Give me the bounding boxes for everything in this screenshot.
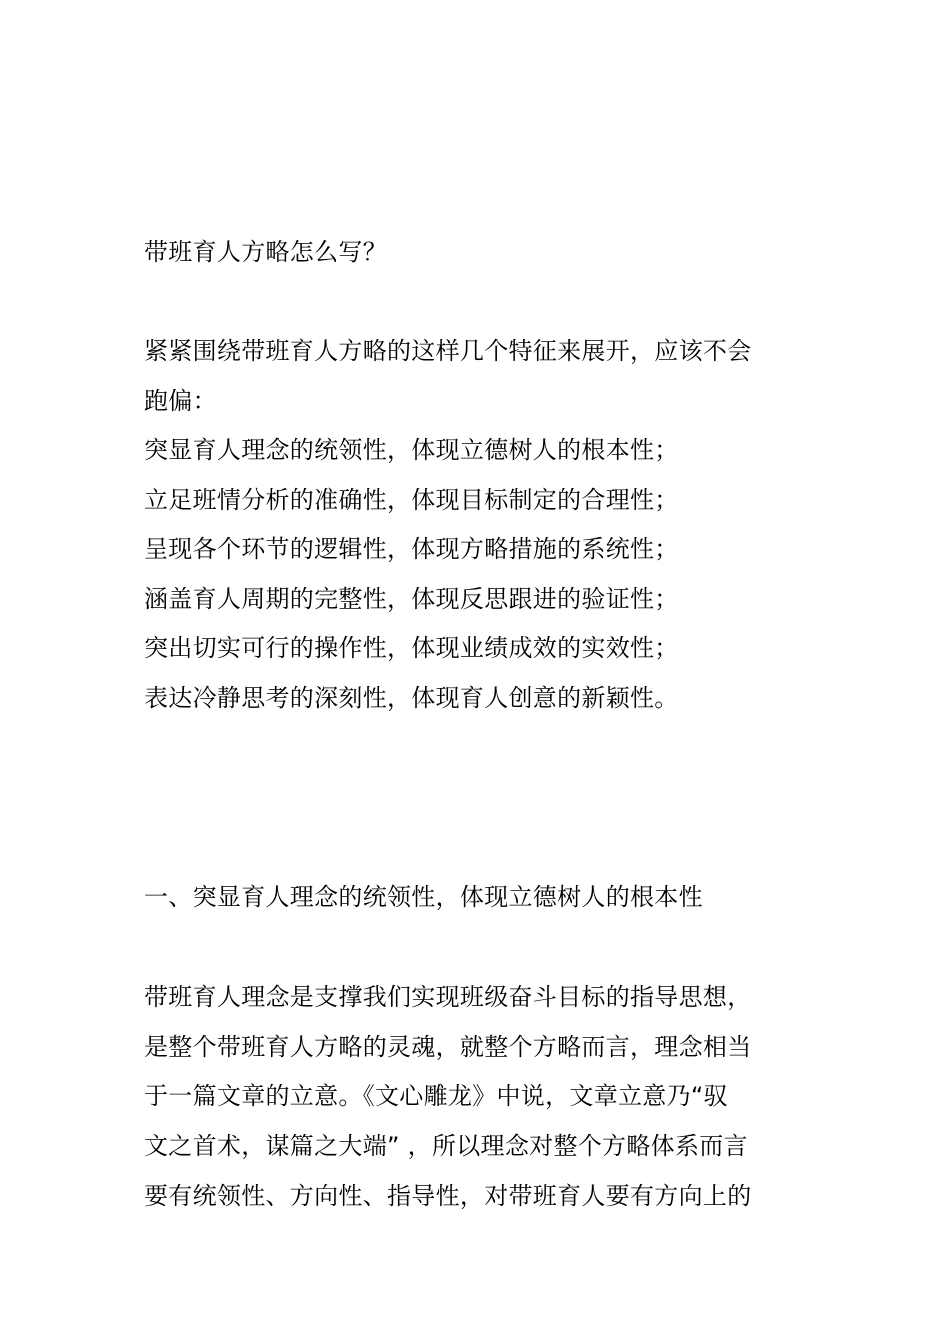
- feature-line-6: 表达冷静思考的深刻性，体现育人创意的新颖性。: [144, 684, 679, 712]
- section-1-body-line-1: 带班育人理念是支撑我们实现班级奋斗目标的指导思想，: [144, 983, 752, 1011]
- feature-line-4: 涵盖育人周期的完整性，体现反思跟进的验证性；: [144, 585, 679, 613]
- document-title: 带班育人方略怎么写？: [144, 238, 387, 266]
- feature-line-1: 突显育人理念的统领性，体现立德树人的根本性；: [144, 436, 679, 464]
- feature-line-5: 突出切实可行的操作性，体现业绩成效的实效性；: [144, 634, 679, 662]
- section-1-body-line-3: 于一篇文章的立意。《文心雕龙》中说，文章立意乃“驭: [144, 1082, 728, 1110]
- section-1-body-line-4: 文之首术，谋篇之大端” ，所以理念对整个方略体系而言: [144, 1132, 748, 1160]
- feature-line-2: 立足班情分析的准确性，体现目标制定的合理性；: [144, 486, 679, 514]
- section-1-body-line-5: 要有统领性、方向性、指导性，对带班育人要有方向上的: [144, 1182, 752, 1210]
- intro-line-2: 跑偏：: [144, 387, 217, 415]
- intro-line-1: 紧紧围绕带班育人方略的这样几个特征来展开，应该不会: [144, 337, 752, 365]
- feature-line-3: 呈现各个环节的逻辑性，体现方略措施的系统性；: [144, 535, 679, 563]
- section-1-heading: 一、突显育人理念的统领性，体现立德树人的根本性: [144, 883, 703, 911]
- section-1-body-line-2: 是整个带班育人方略的灵魂，就整个方略而言，理念相当: [144, 1033, 752, 1061]
